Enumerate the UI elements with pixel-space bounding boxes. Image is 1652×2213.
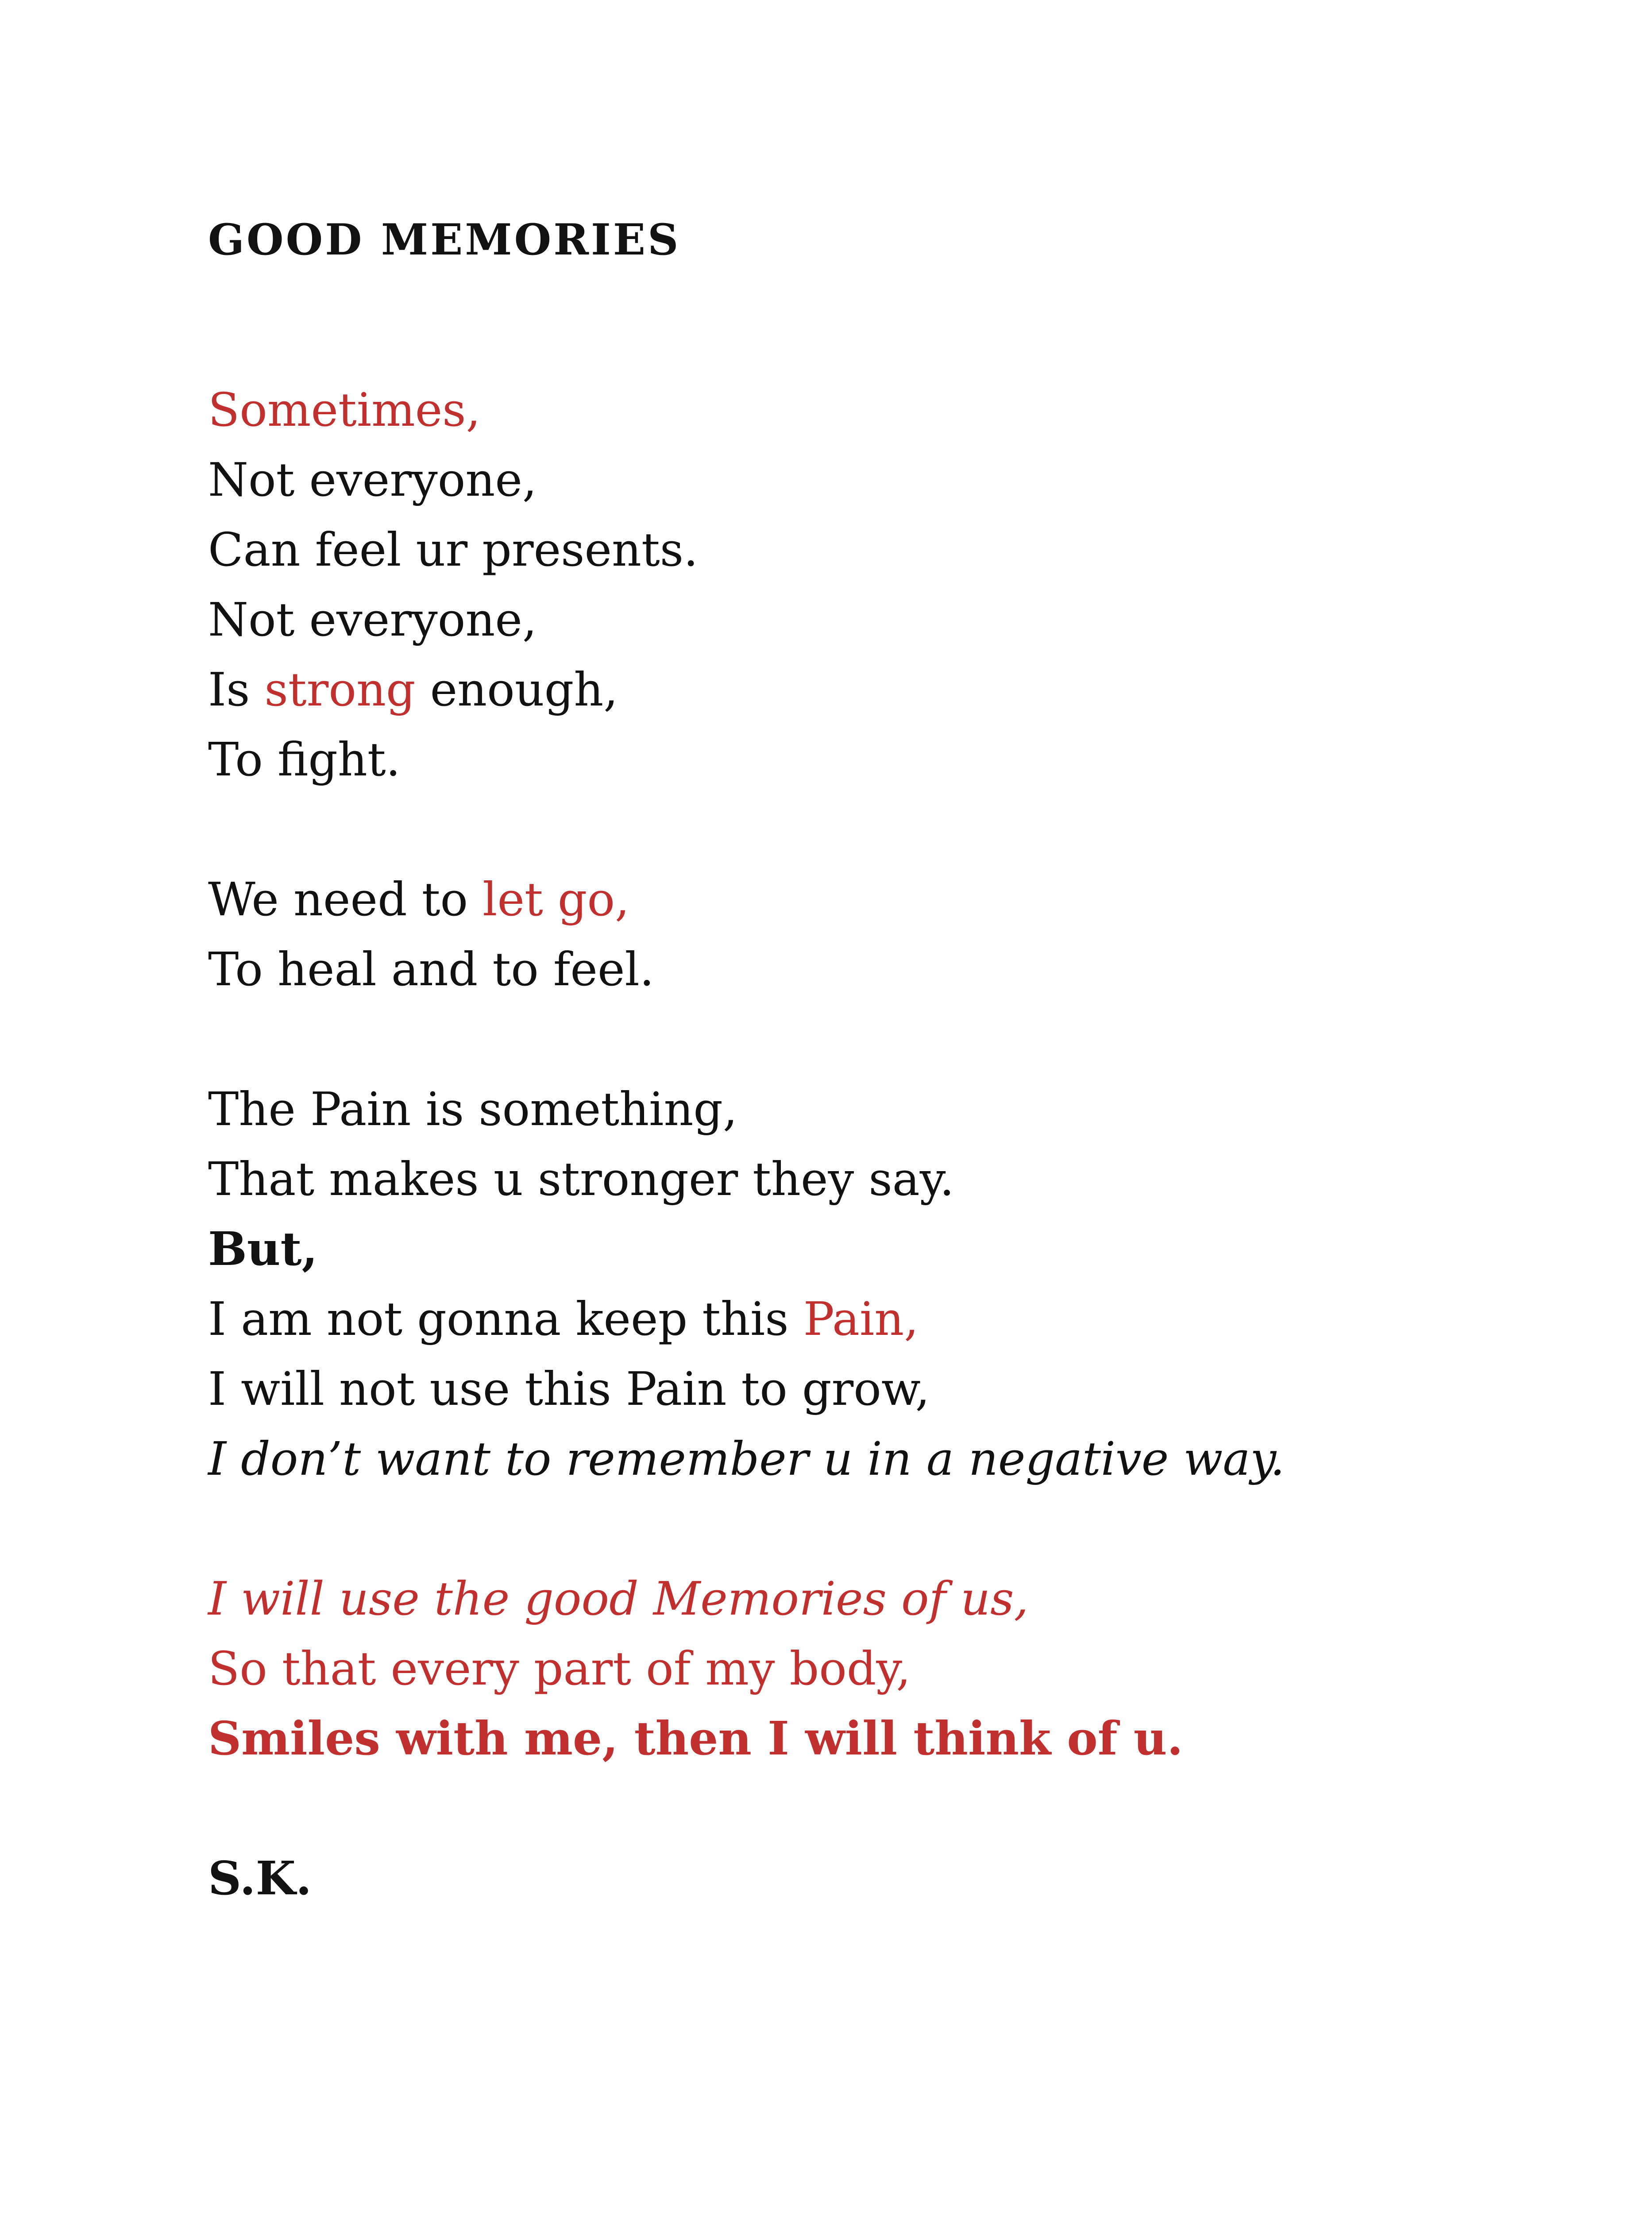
highlighted-word: let go, <box>482 872 630 926</box>
author-signature: S.K. <box>208 1851 312 1905</box>
poem-line: Smiles with me, then I will think of u. <box>208 1711 1183 1766</box>
poem-line <box>208 1284 1536 1354</box>
poem-line: I don’t want to remember u in a negative way. <box>208 1432 1285 1486</box>
poem-line: Sometimes, <box>208 383 481 437</box>
poem-line <box>208 655 1536 725</box>
line-text: Is <box>208 663 265 717</box>
poem-title: GOOD MEMORIES <box>208 215 681 265</box>
stanza-2 <box>208 864 1536 1004</box>
highlighted-word: strong <box>264 663 416 717</box>
poem-line: Not everyone, <box>208 453 537 507</box>
poem-line: I will not use this Pain to grow, <box>208 1362 930 1416</box>
poem-line: So that every part of my body, <box>208 1642 911 1696</box>
poem-line <box>208 864 1536 934</box>
poem-line: But, <box>208 1222 318 1276</box>
poem <box>208 213 1536 1913</box>
stanza-4 <box>208 1564 1536 1773</box>
poem-line: Not everyone, <box>208 593 537 647</box>
line-text: I am not gonna keep this <box>208 1292 803 1346</box>
poem-line: Can feel ur presents. <box>208 523 699 577</box>
highlighted-word: Pain, <box>803 1292 919 1346</box>
stanza-1 <box>208 375 1536 794</box>
poem-line: That makes u stronger they say. <box>208 1152 954 1206</box>
poem-line: To heal and to feel. <box>208 942 654 996</box>
poem-line: To fight. <box>208 733 401 787</box>
line-text: We need to <box>208 872 483 926</box>
poem-line: The Pain is something, <box>208 1082 738 1136</box>
line-text: enough, <box>415 663 618 717</box>
stanza-3 <box>208 1074 1536 1494</box>
poem-line: I will use the good Memories of us, <box>208 1572 1029 1626</box>
